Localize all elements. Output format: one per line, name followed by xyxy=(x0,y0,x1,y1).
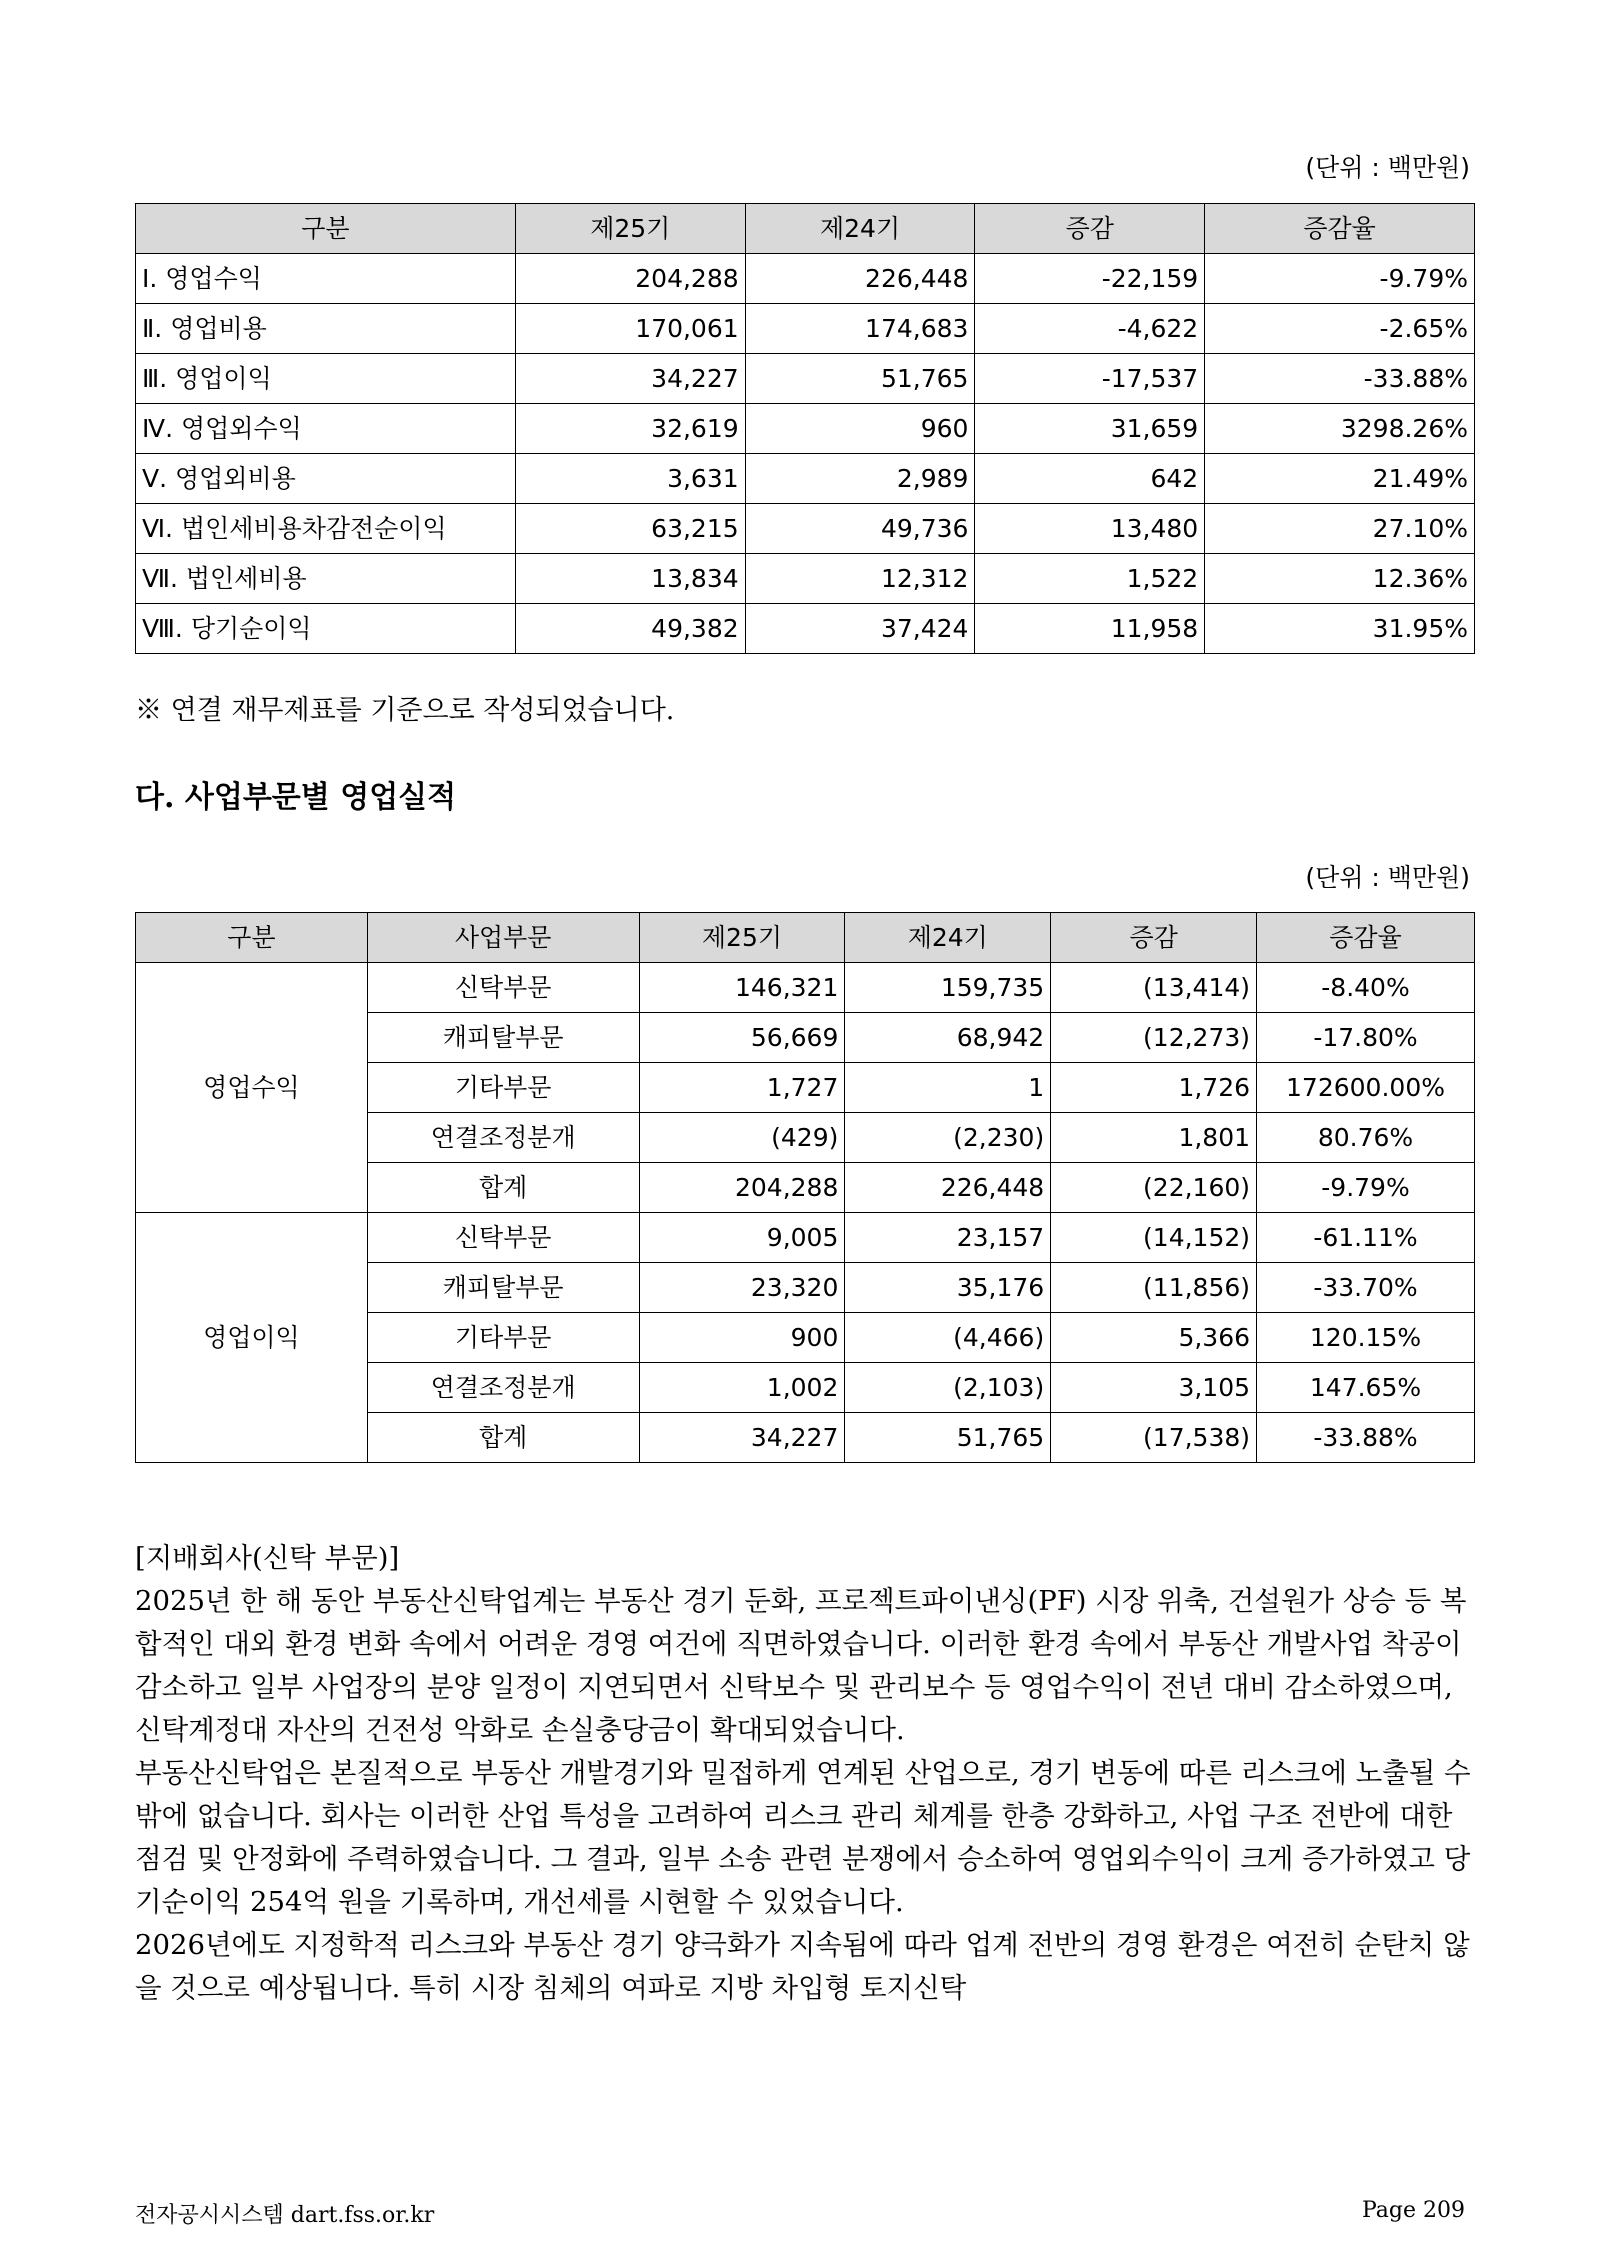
footer-page-number: Page 209 xyxy=(1361,2198,1465,2223)
col-header-fy24: 제24기 xyxy=(845,913,1051,963)
fy25-value: 1,002 xyxy=(639,1363,845,1413)
row-label: Ⅷ. 당기순이익 xyxy=(136,604,516,654)
change-rate-value: -2.65% xyxy=(1205,304,1475,354)
fy25-value: 49,382 xyxy=(515,604,745,654)
table-header-row xyxy=(136,913,1475,963)
change-value: (17,538) xyxy=(1051,1413,1257,1463)
change-rate-value: -33.70% xyxy=(1257,1263,1475,1313)
fy25-value: 204,288 xyxy=(639,1163,845,1213)
footer-site: 전자공시시스템 dart.fss.or.kr xyxy=(135,2203,435,2228)
fy24-value: 226,448 xyxy=(745,254,975,304)
unit-label-2: (단위 : 백만원) xyxy=(1305,863,1470,892)
change-rate-value: 172600.00% xyxy=(1257,1063,1475,1113)
change-rate-value: 120.15% xyxy=(1257,1313,1475,1363)
table-row xyxy=(136,354,1475,404)
segment-name: 신탁부문 xyxy=(367,963,639,1013)
change-value: 11,958 xyxy=(975,604,1205,654)
section-heading: 다. 사업부문별 영업실적 xyxy=(135,780,457,815)
change-rate-value: 31.95% xyxy=(1205,604,1475,654)
fy25-value: 56,669 xyxy=(639,1013,845,1063)
group-label: 영업수익 xyxy=(136,963,368,1213)
col-header-category: 구분 xyxy=(136,913,368,963)
table-row xyxy=(136,504,1475,554)
fy25-value: 1,727 xyxy=(639,1063,845,1113)
fy24-value: 960 xyxy=(745,404,975,454)
fy24-value: 51,765 xyxy=(745,354,975,404)
fy24-value: (2,230) xyxy=(845,1113,1051,1163)
fy24-value: 49,736 xyxy=(745,504,975,554)
change-value: (11,856) xyxy=(1051,1263,1257,1313)
change-rate-value: 147.65% xyxy=(1257,1363,1475,1413)
col-header-fy25: 제25기 xyxy=(639,913,845,963)
segment-name: 캐피탈부문 xyxy=(367,1263,639,1313)
table-row xyxy=(136,454,1475,504)
fy24-value: 174,683 xyxy=(745,304,975,354)
row-label: Ⅴ. 영업외비용 xyxy=(136,454,516,504)
body-paragraph-1: 2025년 한 해 동안 부동산신탁업계는 부동산 경기 둔화, 프로젝트파이낸싱(PF) 시장 위축, 건설원가 상승 등 복합적인 대외 환경 변화 속에서 어려운 경영 여건에 직면하였습니다. 이러한 환경 속에서 부동산 개발사업 착공이 감소하고 일부 사업장의 분양 일정이 지연되면서 신탁보수 및 관리보수 등 영업수익이 전년 대비 감소하였으며, 신탁계정대 자산의 건전성 악화로 손실충당금이 확대되었습니다. xyxy=(135,1585,1467,1746)
col-header-fy25: 제25기 xyxy=(515,204,745,254)
change-rate-value: -17.80% xyxy=(1257,1013,1475,1063)
segment-name: 기타부문 xyxy=(367,1063,639,1113)
change-value: (13,414) xyxy=(1051,963,1257,1013)
col-header-fy24: 제24기 xyxy=(745,204,975,254)
fy24-value: 12,312 xyxy=(745,554,975,604)
change-value: 5,366 xyxy=(1051,1313,1257,1363)
table-note: ※ 연결 재무제표를 기준으로 작성되었습니다. xyxy=(135,695,675,726)
col-header-category: 구분 xyxy=(136,204,516,254)
change-rate-value: -33.88% xyxy=(1257,1413,1475,1463)
fy24-value: 2,989 xyxy=(745,454,975,504)
segment-results-table xyxy=(135,912,1475,1463)
fy25-value: 204,288 xyxy=(515,254,745,304)
fy25-value: 34,227 xyxy=(639,1413,845,1463)
change-value: (12,273) xyxy=(1051,1013,1257,1063)
change-value: (14,152) xyxy=(1051,1213,1257,1263)
table-row xyxy=(136,304,1475,354)
segment-name: 합계 xyxy=(367,1413,639,1463)
change-value: 3,105 xyxy=(1051,1363,1257,1413)
fy24-value: 35,176 xyxy=(845,1263,1051,1313)
fy24-value: (2,103) xyxy=(845,1363,1051,1413)
table-row xyxy=(136,254,1475,304)
fy24-value: 23,157 xyxy=(845,1213,1051,1263)
change-rate-value: -8.40% xyxy=(1257,963,1475,1013)
fy24-value: 226,448 xyxy=(845,1163,1051,1213)
change-value: 1,522 xyxy=(975,554,1205,604)
fy25-value: 32,619 xyxy=(515,404,745,454)
change-rate-value: 27.10% xyxy=(1205,504,1475,554)
income-summary-table xyxy=(135,203,1475,654)
row-label: Ⅰ. 영업수익 xyxy=(136,254,516,304)
group-label: 영업이익 xyxy=(136,1213,368,1463)
fy25-value: 13,834 xyxy=(515,554,745,604)
fy25-value: 9,005 xyxy=(639,1213,845,1263)
table-row xyxy=(136,604,1475,654)
change-rate-value: 12.36% xyxy=(1205,554,1475,604)
fy25-value: 63,215 xyxy=(515,504,745,554)
fy25-value: 34,227 xyxy=(515,354,745,404)
segment-name: 합계 xyxy=(367,1163,639,1213)
segment-name: 연결조정분개 xyxy=(367,1113,639,1163)
fy25-value: 146,321 xyxy=(639,963,845,1013)
change-value: -17,537 xyxy=(975,354,1205,404)
table-row xyxy=(136,554,1475,604)
change-value: -4,622 xyxy=(975,304,1205,354)
fy25-value: 900 xyxy=(639,1313,845,1363)
col-header-segment: 사업부문 xyxy=(367,913,639,963)
unit-label-1: (단위 : 백만원) xyxy=(1305,153,1470,182)
fy24-value: 51,765 xyxy=(845,1413,1051,1463)
change-value: 1,726 xyxy=(1051,1063,1257,1113)
row-label: Ⅳ. 영업외수익 xyxy=(136,404,516,454)
fy24-value: (4,466) xyxy=(845,1313,1051,1363)
fy25-value: 170,061 xyxy=(515,304,745,354)
col-header-change-rate: 증감율 xyxy=(1257,913,1475,963)
table-row xyxy=(136,1213,1475,1263)
change-rate-value: -9.79% xyxy=(1205,254,1475,304)
fy25-value: 23,320 xyxy=(639,1263,845,1313)
row-label: Ⅱ. 영업비용 xyxy=(136,304,516,354)
segment-name: 기타부문 xyxy=(367,1313,639,1363)
segment-name: 캐피탈부문 xyxy=(367,1013,639,1063)
change-value: 1,801 xyxy=(1051,1113,1257,1163)
table-row xyxy=(136,963,1475,1013)
fy24-value: 68,942 xyxy=(845,1013,1051,1063)
change-value: (22,160) xyxy=(1051,1163,1257,1213)
segment-name: 연결조정분개 xyxy=(367,1363,639,1413)
change-rate-value: 3298.26% xyxy=(1205,404,1475,454)
row-label: Ⅵ. 법인세비용차감전순이익 xyxy=(136,504,516,554)
change-value: -22,159 xyxy=(975,254,1205,304)
change-value: 31,659 xyxy=(975,404,1205,454)
fy24-value: 37,424 xyxy=(745,604,975,654)
fy25-value: (429) xyxy=(639,1113,845,1163)
segment-name: 신탁부문 xyxy=(367,1213,639,1263)
table-row xyxy=(136,404,1475,454)
col-header-change: 증감 xyxy=(1051,913,1257,963)
row-label: Ⅲ. 영업이익 xyxy=(136,354,516,404)
body-text xyxy=(135,1537,1475,2010)
body-paragraph-3: 2026년에도 지정학적 리스크와 부동산 경기 양극화가 지속됨에 따라 업계 전반의 경영 환경은 여전히 순탄치 않을 것으로 예상됩니다. 특히 시장 침체의 여파로 지방 차입형 토지신탁 xyxy=(135,1929,1470,2004)
change-rate-value: -33.88% xyxy=(1205,354,1475,404)
body-paragraph-2: 부동산신탁업은 본질적으로 부동산 개발경기와 밀접하게 연계된 산업으로, 경기 변동에 따른 리스크에 노출될 수밖에 없습니다. 회사는 이러한 산업 특성을 고려하여 리스크 관리 체계를 한층 강화하고, 사업 구조 전반에 대한 점검 및 안정화에 주력하였습니다. 그 결과, 일부 소송 관련 분쟁에서 승소하여 영업외수익이 크게 증가하였고 당기순이익 254억 원을 기록하며, 개선세를 시현할 수 있었습니다. xyxy=(135,1757,1471,1918)
change-rate-value: -61.11% xyxy=(1257,1213,1475,1263)
table-header-row xyxy=(136,204,1475,254)
change-value: 13,480 xyxy=(975,504,1205,554)
col-header-change-rate: 증감율 xyxy=(1205,204,1475,254)
fy24-value: 1 xyxy=(845,1063,1051,1113)
change-rate-value: 21.49% xyxy=(1205,454,1475,504)
row-label: Ⅶ. 법인세비용 xyxy=(136,554,516,604)
fy25-value: 3,631 xyxy=(515,454,745,504)
change-rate-value: -9.79% xyxy=(1257,1163,1475,1213)
col-header-change: 증감 xyxy=(975,204,1205,254)
fy24-value: 159,735 xyxy=(845,963,1051,1013)
body-subheading: [지배회사(신탁 부문)] xyxy=(135,1542,400,1574)
change-value: 642 xyxy=(975,454,1205,504)
change-rate-value: 80.76% xyxy=(1257,1113,1475,1163)
